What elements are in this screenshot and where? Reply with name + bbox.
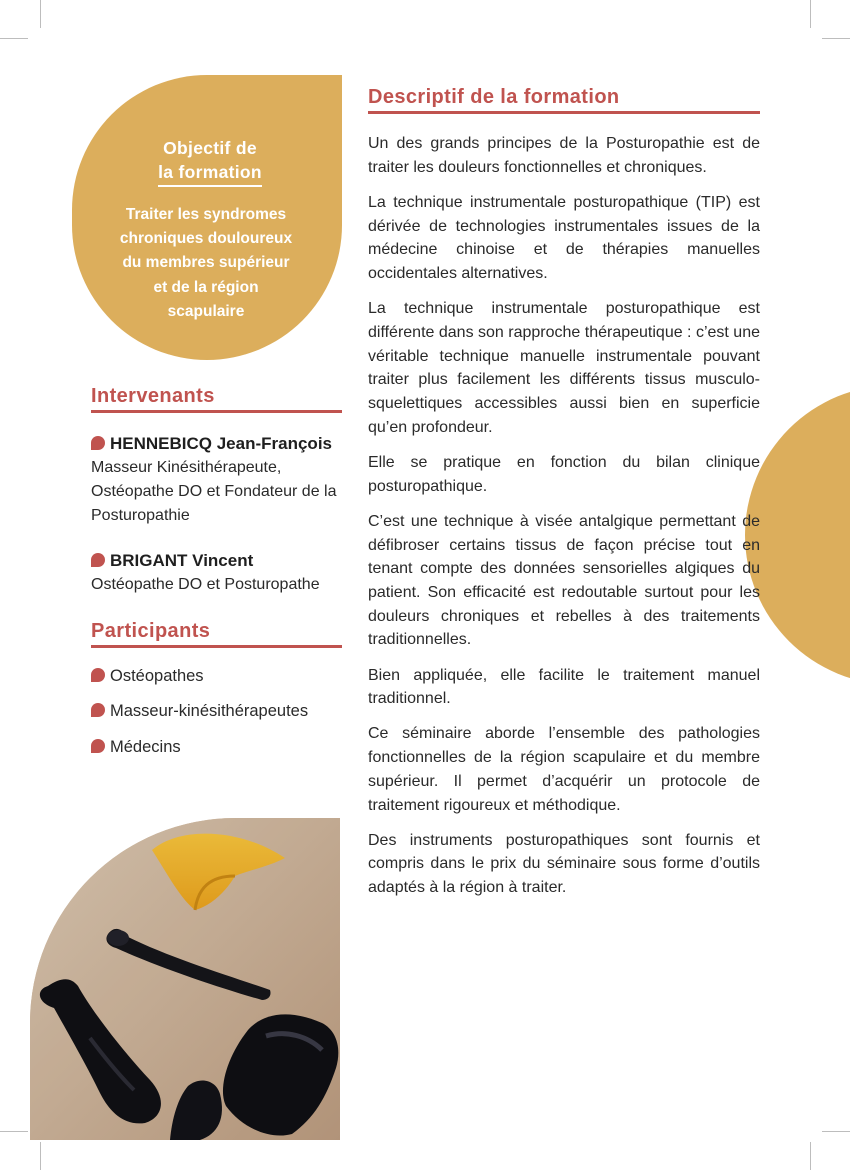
bullet-icon xyxy=(91,739,105,753)
description-heading: Descriptif de la formation xyxy=(368,86,620,108)
person-brigant xyxy=(91,549,351,597)
gua-sha-tools-photo xyxy=(30,818,340,1140)
description-rule xyxy=(368,111,760,114)
description-paragraph: Des instruments posturopathiques sont fournis et compris dans le prix du séminaire sous forme d’outils adaptés à la région à traiter. xyxy=(368,831,760,897)
description-paragraph: Elle se pratique en fonction du bilan clinique posturopathique. xyxy=(368,453,760,495)
objective-title xyxy=(120,136,300,187)
participant-item: Médecins xyxy=(91,738,181,757)
objective-title-line: la formation xyxy=(158,160,262,187)
crop-mark xyxy=(40,0,41,28)
intervenants-heading: Intervenants xyxy=(91,385,215,407)
bullet-icon xyxy=(91,703,105,717)
bullet-icon xyxy=(91,436,105,450)
participant-item: Masseur-kinésithérapeutes xyxy=(91,702,308,721)
photo-illustration xyxy=(30,818,340,1140)
description-paragraph: Un des grands principes de la Posturopathie est de traiter les douleurs fonctionnelles et chroniques. xyxy=(368,135,760,176)
crop-mark xyxy=(822,38,850,39)
description-paragraph: La technique instrumentale posturopathique (TIP) est dérivée de technologies instrumentales issues de la médecine chinoise et de thérapies manuelles occidentales alternatives. xyxy=(368,193,760,283)
objective-title-line: Objectif de xyxy=(163,138,257,158)
person-role-line: Ostéopathe DO et Posturopathe xyxy=(91,576,320,593)
participants-heading: Participants xyxy=(91,620,211,642)
objective-text-line: du membres supérieur xyxy=(122,254,290,272)
person-role-line: Masseur Kinésithérapeute, xyxy=(91,459,282,476)
person-name: BRIGANT Vincent xyxy=(91,549,351,573)
person-role-line: Ostéopathe DO et Fondateur de la xyxy=(91,483,337,500)
crop-mark xyxy=(810,1142,811,1170)
crop-mark xyxy=(822,1131,850,1132)
crop-mark xyxy=(0,38,28,39)
crop-mark xyxy=(40,1142,41,1170)
decorative-half-circle xyxy=(745,385,850,685)
objective-text-line: Traiter les syndromes xyxy=(125,206,287,223)
participant-item: Ostéopathes xyxy=(91,667,204,686)
bullet-icon xyxy=(91,668,105,682)
description-paragraph: La technique instrumentale posturopathique est différente dans son rapproche thérapeutique : c’est une véritable technique manuelle instrumentale pouvant traiter plus facilement les différents tissus musculo-squelettiques accessibles aussi bien en superficie qu’en profondeur. xyxy=(368,300,760,436)
person-name: HENNEBICQ Jean-François xyxy=(91,432,351,456)
intervenants-rule xyxy=(91,410,342,413)
objective-text-line: et de la région xyxy=(153,278,259,296)
description-paragraph: C’est une technique à visée antalgique permettant de défibroser certains tissus de façon précise tout en tenant compte des données sensorielles algiques du patient. Son efficacité est redoutable surtout pour les douleurs chroniques et rebelles à des traitements traditionnelles. xyxy=(368,512,760,649)
description-paragraph: Bien appliquée, elle facilite le traitement manuel traditionnel. xyxy=(368,666,760,708)
crop-mark xyxy=(0,1131,28,1132)
objective-text-line: chroniques douloureux xyxy=(119,230,293,248)
bullet-icon xyxy=(91,553,105,567)
crop-mark xyxy=(810,0,811,28)
objective-text xyxy=(96,203,316,324)
participants-rule xyxy=(91,645,342,648)
description-body xyxy=(368,132,760,911)
objective-text-line: scapulaire xyxy=(167,302,245,320)
person-role-line: Posturopathie xyxy=(91,507,190,524)
person-hennebicq xyxy=(91,432,351,528)
description-paragraph: Ce séminaire aborde l’ensemble des pathologies fonctionnelles de la région scapulaire et du membre supérieur. Il permet d’acquérir un protocole de traitement rigoureux et méthodique. xyxy=(368,725,760,814)
